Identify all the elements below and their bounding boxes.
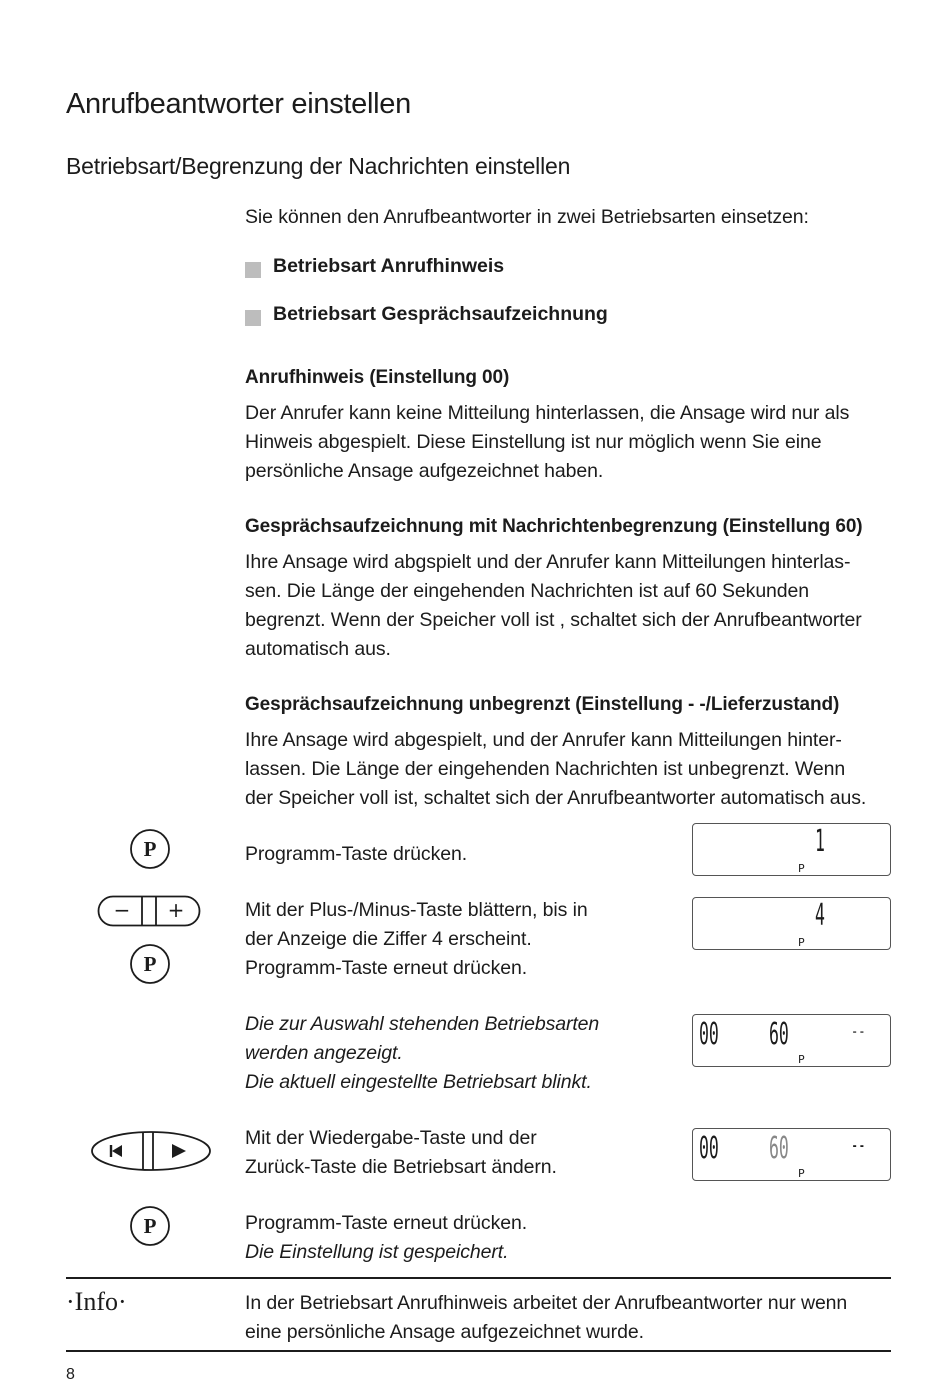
info-label: ·Info· — [66, 1287, 127, 1316]
intro-text: Sie können den Anrufbeantworter in zwei Betriebsarten einsetzen: — [245, 206, 809, 228]
svg-text:P: P — [143, 1214, 157, 1238]
section-text-unbegrenzt: Ihre Ansage wird abgespielt, und der Anrufer kann Mitteilungen hinter- lassen. Die Länge der eingehenden Nachrichten ist unbegrenzt. Wenn der Speicher voll ist, schaltet sich der Anrufbeantworter automatisch aus. — [245, 729, 867, 809]
section-text-begrenzung: Ihre Ansage wird abgspielt und der Anrufer kann Mitteilungen hinterlas- sen. Die Länge der eingehenden Nachrichten ist auf 60 Sekunden begrenzt. Wenn der Speicher voll ist , schaltet sich der Anrufbeantworter automatisch aus. — [245, 551, 862, 660]
svg-text:P: P — [143, 837, 157, 861]
lcd-display-step-2: 4 P — [692, 897, 891, 950]
square-bullet-icon — [245, 262, 261, 278]
svg-text:P: P — [143, 952, 157, 976]
svg-text:−: − — [113, 898, 131, 922]
step-5-text: Programm-Taste erneut drücken. Die Einstellung ist gespeichert. — [245, 1212, 528, 1263]
section-heading-unbegrenzt: Gesprächsaufzeichnung unbegrenzt (Einstellung - -/Lieferzustand) — [245, 694, 840, 715]
svg-text:+: + — [167, 898, 185, 922]
mode-bullet-1: Betriebsart Anrufhinweis — [245, 258, 875, 284]
step-1-text: Programm-Taste drücken. — [245, 843, 468, 865]
info-text: In der Betriebsart Anrufhinweis arbeitet der Anrufbeantworter nur wenn eine persönliche Ansage aufgezeichnet wurde. — [245, 1292, 848, 1343]
plus-minus-key-icon — [97, 895, 201, 927]
info-bottom-rule — [66, 1350, 891, 1352]
lcd-display-step-4: 00 60 -- P — [692, 1128, 891, 1181]
lcd-display-step-3: 00 60 -- P — [692, 1014, 891, 1067]
program-key-icon — [129, 1205, 171, 1247]
section-text-anrufhinweis: Der Anrufer kann keine Mitteilung hinterlassen, die Ansage wird nur als Hinweis abgespielt. Diese Einstellung ist nur möglich wenn Sie eine persönliche Ansage aufgezeichnet haben. — [245, 402, 850, 482]
step-4-text: Mit der Wiedergabe-Taste und der Zurück-Taste die Betriebsart ändern. — [245, 1127, 557, 1178]
section-heading-anrufhinweis: Anrufhinweis (Einstellung 00) — [245, 367, 510, 388]
program-key-icon — [129, 828, 171, 870]
info-top-rule — [66, 1277, 891, 1279]
step-3-text: Die zur Auswahl stehenden Betriebsarten werden angezeigt. Die aktuell eingestellte Betriebsart blinkt. — [245, 1013, 600, 1093]
section-title: Betriebsart/Begrenzung der Nachrichten einstellen — [66, 153, 571, 179]
mode-bullet-2: Betriebsart Gesprächsaufzeichnung — [245, 306, 875, 332]
page-title: Anrufbeantworter einstellen — [66, 88, 411, 120]
step-2-text: Mit der Plus-/Minus-Taste blättern, bis in der Anzeige die Ziffer 4 erscheint. Programm-Taste erneut drücken. — [245, 899, 588, 979]
section-heading-begrenzung: Gesprächsaufzeichnung mit Nachrichtenbegrenzung (Einstellung 60) — [245, 516, 863, 537]
lcd-display-step-1: 1 P — [692, 823, 891, 876]
page-number: 8 — [66, 1366, 75, 1383]
square-bullet-icon — [245, 310, 261, 326]
playback-back-key-icon — [90, 1130, 212, 1172]
program-key-icon — [129, 943, 171, 985]
